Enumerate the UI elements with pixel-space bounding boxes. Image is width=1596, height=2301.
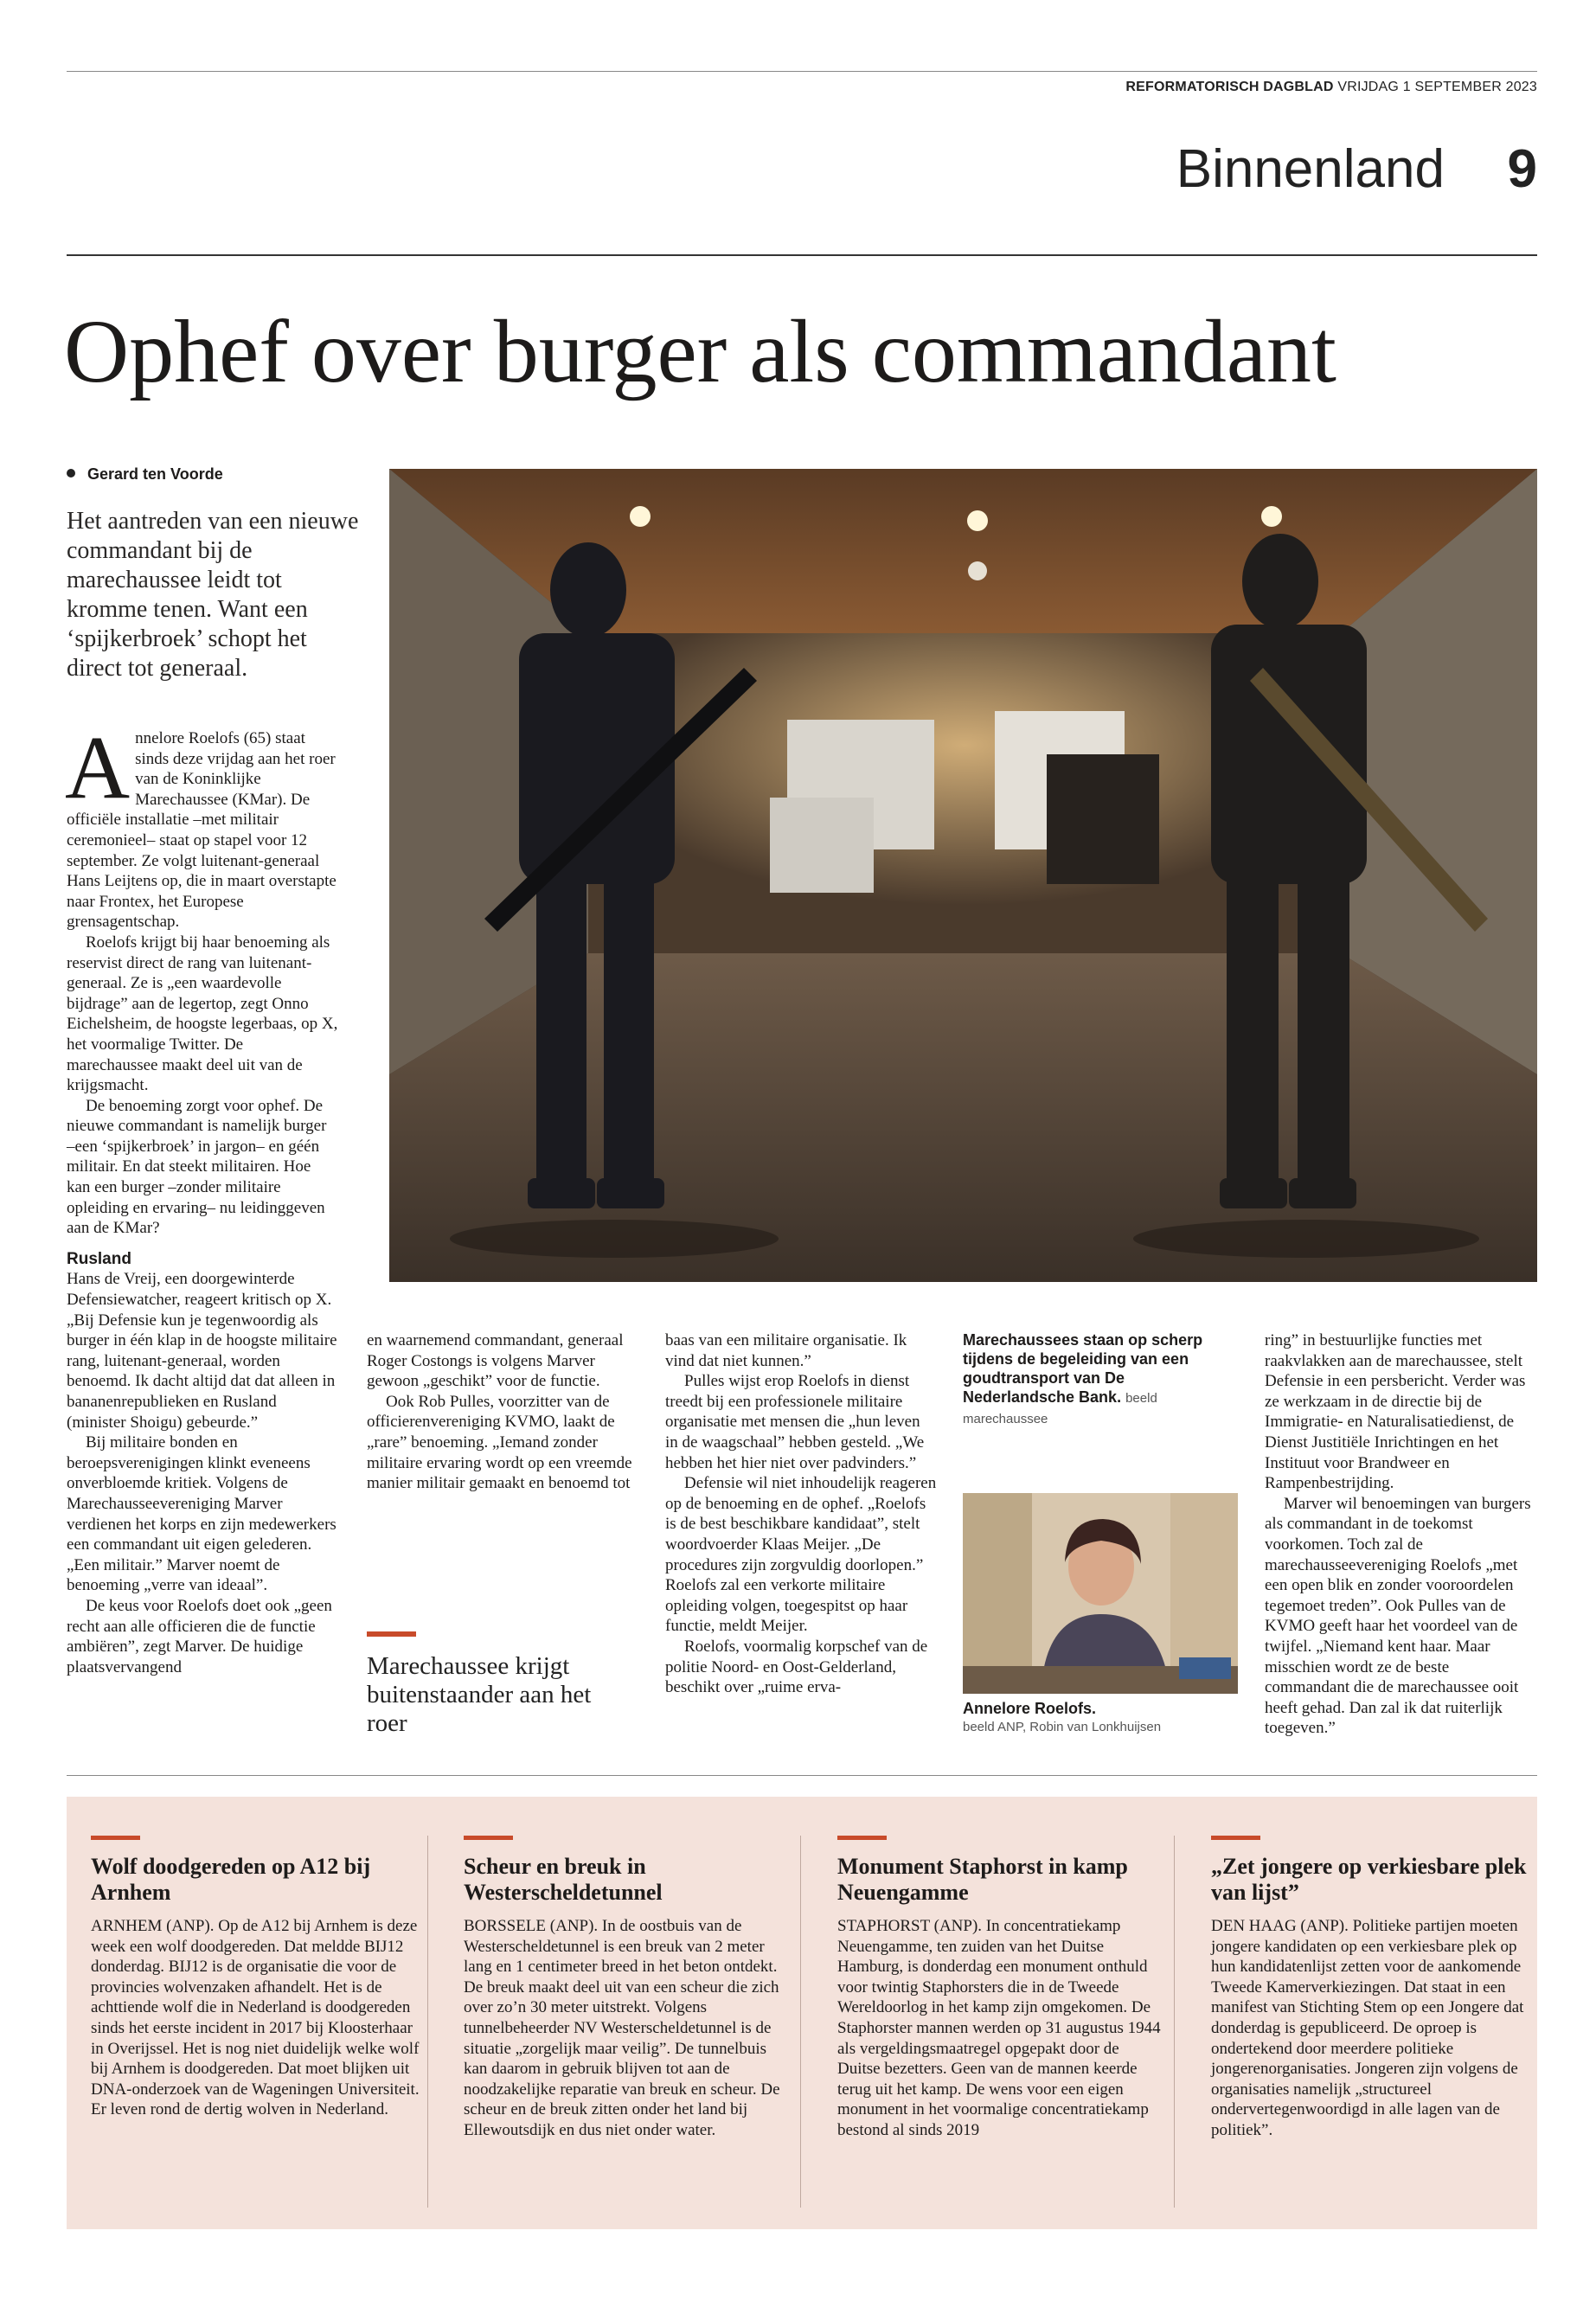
column-divider xyxy=(1174,1836,1175,2208)
pullquote: Marechaussee krijgt buitenstaander aan het roer xyxy=(367,1652,592,1737)
masthead xyxy=(1125,80,1537,95)
short-title: Scheur en breuk in Westerscheldetunnel xyxy=(464,1854,663,1905)
pullquote-accent-bar xyxy=(367,1631,416,1637)
header-rule xyxy=(67,254,1537,256)
short-title: „Zet jongere op verkiesbare plek van lijst” xyxy=(1211,1854,1527,1905)
body-paragraph: Roelofs, voormalig korpschef van de politie Noord- en Oost-Gelderland, beschikt over „ruime erva- xyxy=(665,1637,928,1697)
news-short-1 xyxy=(91,1836,420,2120)
body-paragraph: Hans de Vreij, een doorgewinterde Defensiewatcher, reageert kritisch op X. „Bij Defensie kun je tegenwoordig als burger in één klap in de hoogste militaire rang, luitenant-generaal, worden benoemd. Ik dacht altijd dat dat alleen in bananenrepublieken en Rusland (minister Shoigu) gebeurde.” xyxy=(67,1270,337,1432)
column-divider xyxy=(800,1836,801,2208)
photo-credit: beeld marechaussee xyxy=(963,1391,1157,1426)
short-title: Wolf doodgereden op A12 bij Arnhem xyxy=(91,1854,371,1905)
body-paragraph: ring” in bestuurlijke functies met raakvlakken aan de marechaussee, stelt Defensie in een persbericht. Verder was ze werkzaam in de directie bij de Immigratie- en Naturalisatiedienst, de Dienst Justitiële Inrichtingen en het Instituut voor Brandweer en Rampenbestrijding. xyxy=(1265,1331,1526,1493)
top-rule xyxy=(67,71,1537,72)
page-number: 9 xyxy=(1507,139,1537,199)
body-paragraph: baas van een militaire organisatie. Ik vind dat niet kunnen.” xyxy=(665,1331,907,1370)
author-name: Gerard ten Voorde xyxy=(87,465,223,483)
body-column-3 xyxy=(665,1330,937,1698)
body-paragraph: Ook Rob Pulles, voorzitter van de officierenvereniging KVMO, laakt de „rare” benoeming. „Iemand zonder militaire ervaring wordt op een vreemde manier militair gemaakt en benoemd tot xyxy=(367,1392,632,1493)
byline-bullet-icon xyxy=(67,469,75,478)
news-short-3 xyxy=(837,1836,1166,2141)
body-column-1 xyxy=(65,718,338,1677)
bottom-rule xyxy=(67,1775,1537,1776)
column-divider xyxy=(427,1836,428,2208)
body-column-2 xyxy=(367,1330,638,1494)
news-short-2 xyxy=(464,1836,792,2141)
portrait-photo xyxy=(963,1493,1238,1694)
short-text: BORSSELE (ANP). In de oostbuis van de Westerscheldetunnel is een breuk van 2 meter lang en 1 centimeter breed in het beton ontdekt. De breuk maakt deel uit van een scheur die zich over zo’n 30 meter uitstrekt. Volgens tunnelbeheerder NV Westerscheldetunnel is de situatie „zorgelijk maar veilig”. De tunnelbuis kan daarom in gebruik blijven tot aan de noodzakelijke reparatie van breuk en scheur. De scheur en de breuk zitten onder het land bij Ellewoutsdijk en dus niet onder water. xyxy=(464,1917,780,2139)
body-paragraph: De keus voor Roelofs doet ook „geen recht aan alle officieren die de functie ambiëren”, zegt Marver. De huidige plaatsvervangend xyxy=(67,1596,332,1676)
short-accent-bar xyxy=(837,1836,887,1840)
body-paragraph: Annelore Roelofs (65) staat sinds deze vrijdag aan het roer van de Koninklijke Marechaussee (KMar). De officiële installatie –met militair ceremonieel– staat op stapel voor 12 september. Ze volgt luitenant-generaal Hans Leijtens op, die in maart overstapte naar Frontex, het Europese grensagentschap. xyxy=(65,718,337,932)
short-accent-bar xyxy=(464,1836,513,1840)
body-paragraph: Pulles wijst erop Roelofs in dienst treedt bij een professionele militaire organisatie met mensen die „hun leven in de waagschaal” hebben gesteld. „We hebben het hier niet over padvinders.” xyxy=(665,1372,925,1472)
body-paragraph: Defensie wil niet inhoudelijk reageren op de benoeming en de ophef. „Roelofs is de best beschikbare kandidaat”, stelt woordvoerder Klaas Meijer. „De procedures zijn zorgvuldig doorlopen.” Roelofs zal een verkorte militaire opleiding volgen, toegespitst op haar functie, meldt Meijer. xyxy=(665,1474,937,1636)
paper-name: REFORMATORISCH DAGBLAD xyxy=(1125,80,1334,94)
short-title: Monument Staphorst in kamp Neuengamme xyxy=(837,1854,1128,1905)
drop-cap: A xyxy=(65,718,131,817)
news-short-4 xyxy=(1211,1836,1540,2141)
article-intro: Het aantreden van een nieuwe commandant bij de marechaussee leidt tot kromme tenen. Want een ‘spijkerbroek’ schopt het direct tot generaal. xyxy=(67,508,359,682)
short-text: DEN HAAG (ANP). Politieke partijen moeten jongere kandidaten op een verkiesbare plek op hun kandidatenlijst zetten voor de aankomende Tweede Kamerverkiezingen. Dat staat in een manifest van Stichting Stem op een Jongere dat donderdag is gepubliceerd. De oproep is ondertekend door meerdere politieke jongerenorganisaties. Jongeren zijn volgens de organisaties namelijk „structureel ondervertegenwoordigd in alle lagen van de politiek”. xyxy=(1211,1917,1524,2139)
article-headline: Ophef over burger als commandant xyxy=(64,302,1336,401)
short-accent-bar xyxy=(1211,1836,1260,1840)
main-photo-caption: Marechaussees staan op scherp tijdens de begeleiding van een goudtransport van De Nederlandsche Bank. beeld marechaussee xyxy=(963,1331,1203,1426)
short-text: ARNHEM (ANP). Op de A12 bij Arnhem is deze week een wolf doodgereden. Dat meldde BIJ12 donderdag. BIJ12 is de organisatie die voor de provincies wolvenzaken afhandelt. Het is de achttiende wolf die in Nederland is doodgereden sinds het eerste incident in 2017 bij Kloosterhaar in Overijssel. Het is nog niet duidelijk welke wolf bij Arnhem is doodgereden. Dat moet blijken uit DNA-onderzoek van de Wageningen Universiteit. Er leven rond de dertig wolven in Nederland. xyxy=(91,1917,420,2119)
body-paragraph: Marver wil benoemingen van burgers als commandant in de toekomst voorkomen. Toch zal de marechausseevereniging Roelofs „met een open blik en zonder vooroordelen tegemoet treden”. Ook Pulles van de KVMO geeft haar het voordeel van de twijfel. „Niemand kent haar. Maar misschien wordt ze de beste commandant die de marechaussee ooit heeft gehad. Dan zal ik dat ruiterlijk toegeven.” xyxy=(1265,1494,1531,1738)
portrait-credit: beeld ANP, Robin van Lonkhuijsen xyxy=(963,1720,1162,1734)
body-paragraph: De benoeming zorgt voor ophef. De nieuwe commandant is namelijk burger –een ‘spijkerbroek’ in jargon– en géén militair. En dat steekt militairen. Hoe kan een burger –zonder militaire opleiding en ervaring– nu leidinggeven aan de KMar? xyxy=(67,1096,327,1238)
body-column-5 xyxy=(1265,1330,1536,1739)
short-text: STAPHORST (ANP). In concentratiekamp Neuengamme, ten zuiden van het Duitse Hamburg, is donderdag een monument onthuld voor twintig Staphorsters die in de Tweede Wereldoorlog in het kamp zijn omgekomen. De Staphorster mannen werden op 31 augustus 1944 als vergeldingsmaatregel opgepakt door de Duitse bezetters. Geen van de mannen keerde terug uit het kamp. De wens voor een eigen monument in het voormalige concentratiekamp bestond al sinds 2019 xyxy=(837,1917,1161,2139)
subhead: Rusland xyxy=(67,1249,131,1268)
section-title: Binnenland xyxy=(1176,139,1445,199)
body-paragraph: Bij militaire bonden en beroepsverenigingen klinkt eveneens onverbloemde kritiek. Volgens de Marechausseevereniging Marver verdienen het korps en zijn medewerkers een commandant uit eigen gelederen. „Een militair.” Marver noemt de benoeming „verre van ideaal”. xyxy=(67,1433,337,1595)
body-paragraph: en waarnemend commandant, generaal Roger Costongs is volgens Marver gewoon „geschikt” voor de functie. xyxy=(367,1331,624,1391)
short-accent-bar xyxy=(91,1836,140,1840)
body-paragraph: Roelofs krijgt bij haar benoeming als reservist direct de rang van luitenant-generaal. Ze is „een waardevolle bijdrage” aan de legertop, zegt Onno Eichelsheim, de hoogste legerbaas, op X, het voormalige Twitter. De marechaussee maakt deel uit van de krijgsmacht. xyxy=(67,933,338,1095)
issue-date: VRIJDAG 1 SEPTEMBER 2023 xyxy=(1337,80,1537,94)
main-photo xyxy=(389,469,1537,1282)
byline xyxy=(67,465,223,484)
portrait-caption: Annelore Roelofs. beeld ANP, Robin van Lonkhuijsen xyxy=(963,1699,1238,1737)
